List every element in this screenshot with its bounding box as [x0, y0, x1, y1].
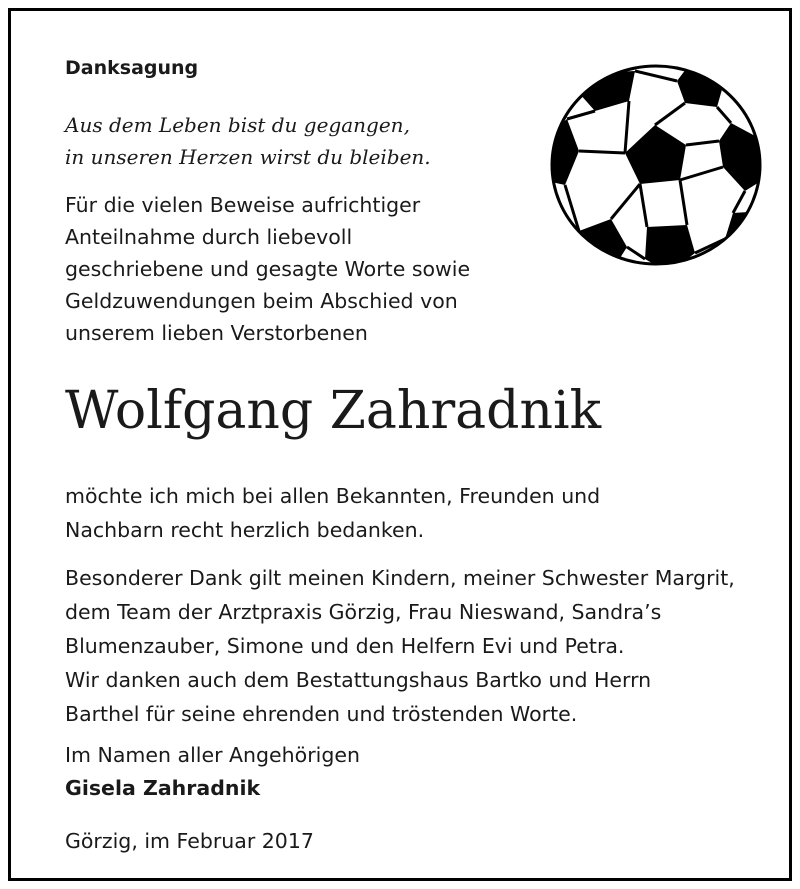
motto-line: in unseren Herzen wirst du bleiben.	[65, 145, 431, 169]
special-thanks-paragraph	[65, 561, 735, 731]
special-thanks-line: Besonderer Dank gilt meinen Kindern, meiner Schwester Margrit,	[65, 566, 735, 590]
thanks-line: möchte ich mich bei allen Bekannten, Freunden und	[65, 484, 601, 508]
thanks-paragraph	[65, 479, 600, 547]
special-thanks-line: Barthel für seine ehrenden und tröstenden Worte.	[65, 702, 578, 726]
heading: Danksagung	[65, 57, 199, 79]
intro-paragraph	[65, 189, 470, 349]
special-thanks-line: Wir danken auch dem Bestattungshaus Bartko und Herrn	[65, 668, 652, 692]
signer-name: Gisela Zahradnik	[65, 776, 261, 800]
intro-line: geschriebene und gesagte Worte sowie	[65, 257, 471, 281]
motto	[65, 109, 431, 173]
special-thanks-line: dem Team der Arztpraxis Görzig, Frau Nieswand, Sandra’s	[65, 600, 662, 624]
thanks-line: Nachbarn recht herzlich bedanken.	[65, 518, 425, 542]
obituary-notice	[8, 8, 792, 881]
special-thanks-line: Blumenzauber, Simone und den Helfern Evi und Petra.	[65, 634, 625, 658]
motto-line: Aus dem Leben bist du gegangen,	[65, 113, 410, 137]
closing-line: Im Namen aller Angehörigen	[65, 743, 360, 767]
intro-line: unserem lieben Verstorbenen	[65, 321, 368, 345]
intro-line: Anteilnahme durch liebevoll	[65, 225, 353, 249]
place-date: Görzig, im Februar 2017	[65, 829, 314, 853]
intro-line: Geldzuwendungen beim Abschied von	[65, 289, 458, 313]
closing-block	[65, 739, 360, 805]
intro-line: Für die vielen Beweise aufrichtiger	[65, 193, 421, 217]
soccer-ball-icon	[549, 63, 763, 267]
deceased-name: Wolfgang Zahradnik	[65, 381, 602, 441]
